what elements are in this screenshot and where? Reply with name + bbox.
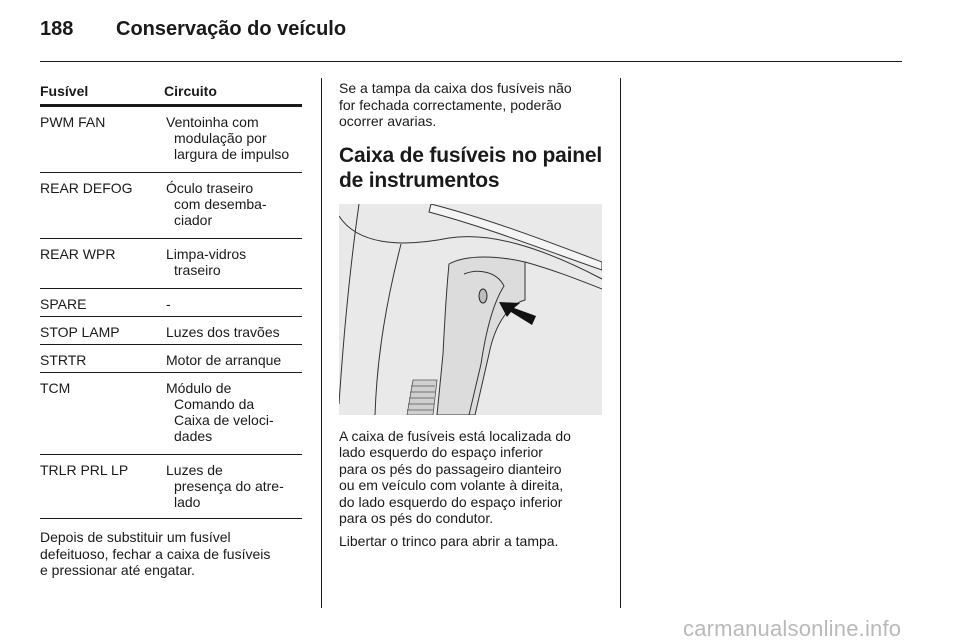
circuit-description <box>164 114 302 172</box>
fuse-name: SPARE <box>40 296 87 312</box>
circuit-line: - <box>166 296 171 312</box>
page-title: Conservação do veículo <box>116 18 347 40</box>
section-title: Caixa de fusíveis no painel de instrumentos <box>339 143 603 192</box>
column-divider <box>620 78 621 608</box>
table-row <box>40 107 302 173</box>
column-divider <box>321 78 322 608</box>
table-row <box>40 289 302 317</box>
circuit-description <box>164 296 302 316</box>
circuit-description <box>164 324 302 344</box>
fuse-name: TRLR PRL LP <box>40 462 129 478</box>
page-number: 188 <box>40 18 74 40</box>
fuse-name: PWM FAN <box>40 114 106 130</box>
page-header <box>40 16 902 62</box>
circuit-description <box>164 380 302 454</box>
column-header-fuse: Fusível <box>40 83 89 99</box>
watermark: carmanualsonline.info <box>683 616 902 641</box>
column-header-circuit: Circuito <box>164 83 217 99</box>
fuse-table-header <box>40 80 302 107</box>
circuit-continuation: com desemba- ciador <box>174 196 267 228</box>
warning-paragraph: Se a tampa da caixa dos fusíveis não for fechada correctamente, poderão ocorrer avarias. <box>339 80 572 129</box>
circuit-description <box>164 462 302 518</box>
fuse-name: TCM <box>40 380 71 396</box>
fuse-name: REAR WPR <box>40 246 116 262</box>
replacement-note: Depois de substituir um fusível defeituoso, fechar a caixa de fusíveis e pressionar até engatar. <box>40 529 271 578</box>
fuse-box-location-illustration <box>339 204 602 415</box>
fuse-box-location-icon <box>339 204 602 415</box>
circuit-line: Ventoinha com <box>166 114 259 130</box>
circuit-line: Limpa-vidros <box>166 246 247 262</box>
fuse-name: STRTR <box>40 352 87 368</box>
table-row <box>40 455 302 519</box>
table-row <box>40 239 302 289</box>
circuit-continuation: traseiro <box>174 262 221 278</box>
location-paragraph: A caixa de fusíveis está localizada do lado esquerdo do espaço inferior para os pés do passageiro dianteiro ou em veículo com volante à direita, do lado esquerdo do espaço inferior para os pés do condutor. <box>339 427 571 526</box>
release-instruction: Libertar o trinco para abrir a tampa. <box>339 532 559 549</box>
table-row <box>40 173 302 239</box>
circuit-description <box>164 246 302 288</box>
left-column <box>40 80 302 579</box>
table-row <box>40 317 302 345</box>
fuse-name: REAR DEFOG <box>40 180 133 196</box>
circuit-continuation: modulação por largura de impulso <box>174 130 290 162</box>
circuit-line: Luzes de <box>166 462 223 478</box>
circuit-description <box>164 180 302 238</box>
circuit-continuation: presença do atre- lado <box>174 478 284 510</box>
fuse-name: STOP LAMP <box>40 324 120 340</box>
circuit-line: Motor de arranque <box>166 352 282 368</box>
circuit-line: Óculo traseiro <box>166 180 254 196</box>
table-row <box>40 345 302 373</box>
circuit-line: Módulo de <box>166 380 232 396</box>
circuit-line: Luzes dos travões <box>166 324 280 340</box>
circuit-description <box>164 352 302 372</box>
circuit-continuation: Comando da Caixa de veloci- dades <box>174 396 274 444</box>
middle-column <box>339 80 605 549</box>
table-row <box>40 373 302 455</box>
